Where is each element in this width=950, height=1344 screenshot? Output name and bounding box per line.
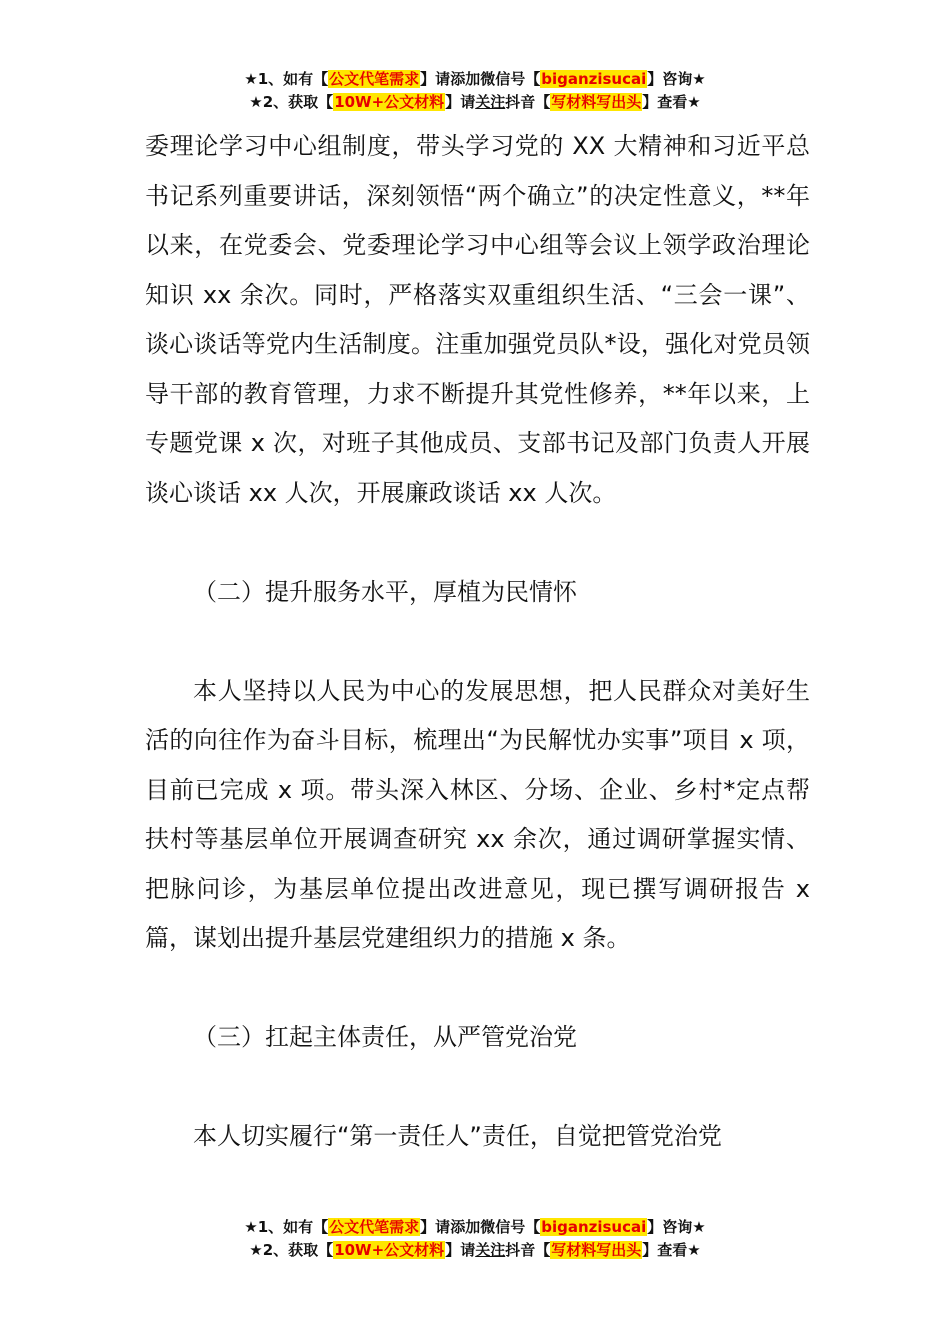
promo-line-1: ★1、如有【公文代笔需求】请添加微信号【biganzisucai】咨询★: [244, 70, 706, 88]
section-heading-2: （二）提升服务水平，厚植为民情怀: [193, 577, 577, 606]
promo-banner-bottom: [0, 1216, 950, 1262]
document-body: [145, 122, 810, 1162]
promo-line-2: ★2、获取【10W+公文材料】请关注抖音【写材料写出头】查看★: [249, 93, 701, 111]
highlight-materials: 10W+公文材料: [334, 1241, 445, 1259]
promo-line-1-bottom: ★1、如有【公文代笔需求】请添加微信号【biganzisucai】咨询★: [244, 1218, 706, 1236]
highlight-wechat-id: biganzisucai: [541, 70, 647, 88]
paragraph-service: 本人坚持以人民为中心的发展思想，把人民群众对美好生活的向往作为奋斗目标，梳理出“为民解忧办实事”项目 x 项，目前已完成 x 项。带头深入林区、分场、企业、乡村*定点帮扶村等基层单位开展调查研究 xx 余次，通过调研掌握实情、把脉问诊，为基层单位提出改进意见，现已撰写调研报告 x 篇，谋划出提升基层党建组织力的措施 x 条。: [145, 676, 810, 952]
highlight-materials: 10W+公文材料: [334, 93, 445, 111]
highlight-douyin-account: 写材料写出头: [551, 1241, 642, 1259]
highlight-service: 公文代笔需求: [329, 70, 420, 88]
highlight-wechat-id: biganzisucai: [541, 1218, 647, 1236]
highlight-douyin-account: 写材料写出头: [551, 93, 642, 111]
section-heading-3: （三）扛起主体责任，从严管党治党: [193, 1023, 577, 1051]
paragraph-study: 委理论学习中心组制度，带头学习党的 XX 大精神和习近平总书记系列重要讲话，深刻领悟“两个确立”的决定性意义，**年以来，在党委会、党委理论学习中心组等会议上领学政治理论知识 xx 余次。同时，严格落实双重组织生活、“三会一课”、谈心谈话等党内生活制度。注重加强党员队*设，强化对党员领导干部的教育管理，力求不断提升其党性修养，**年以来，上专题党课 x 次，对班子其他成员、支部书记及部门负责人开展谈心谈话 xx 人次，开展廉政谈话 xx 人次。: [145, 132, 810, 507]
promo-banner-top: [0, 68, 950, 114]
paragraph-responsibility: 本人切实履行“第一责任人”责任，自觉把管党治党: [193, 1122, 722, 1150]
highlight-service: 公文代笔需求: [329, 1218, 420, 1236]
promo-line-2-bottom: ★2、获取【10W+公文材料】请关注抖音【写材料写出头】查看★: [249, 1241, 701, 1259]
